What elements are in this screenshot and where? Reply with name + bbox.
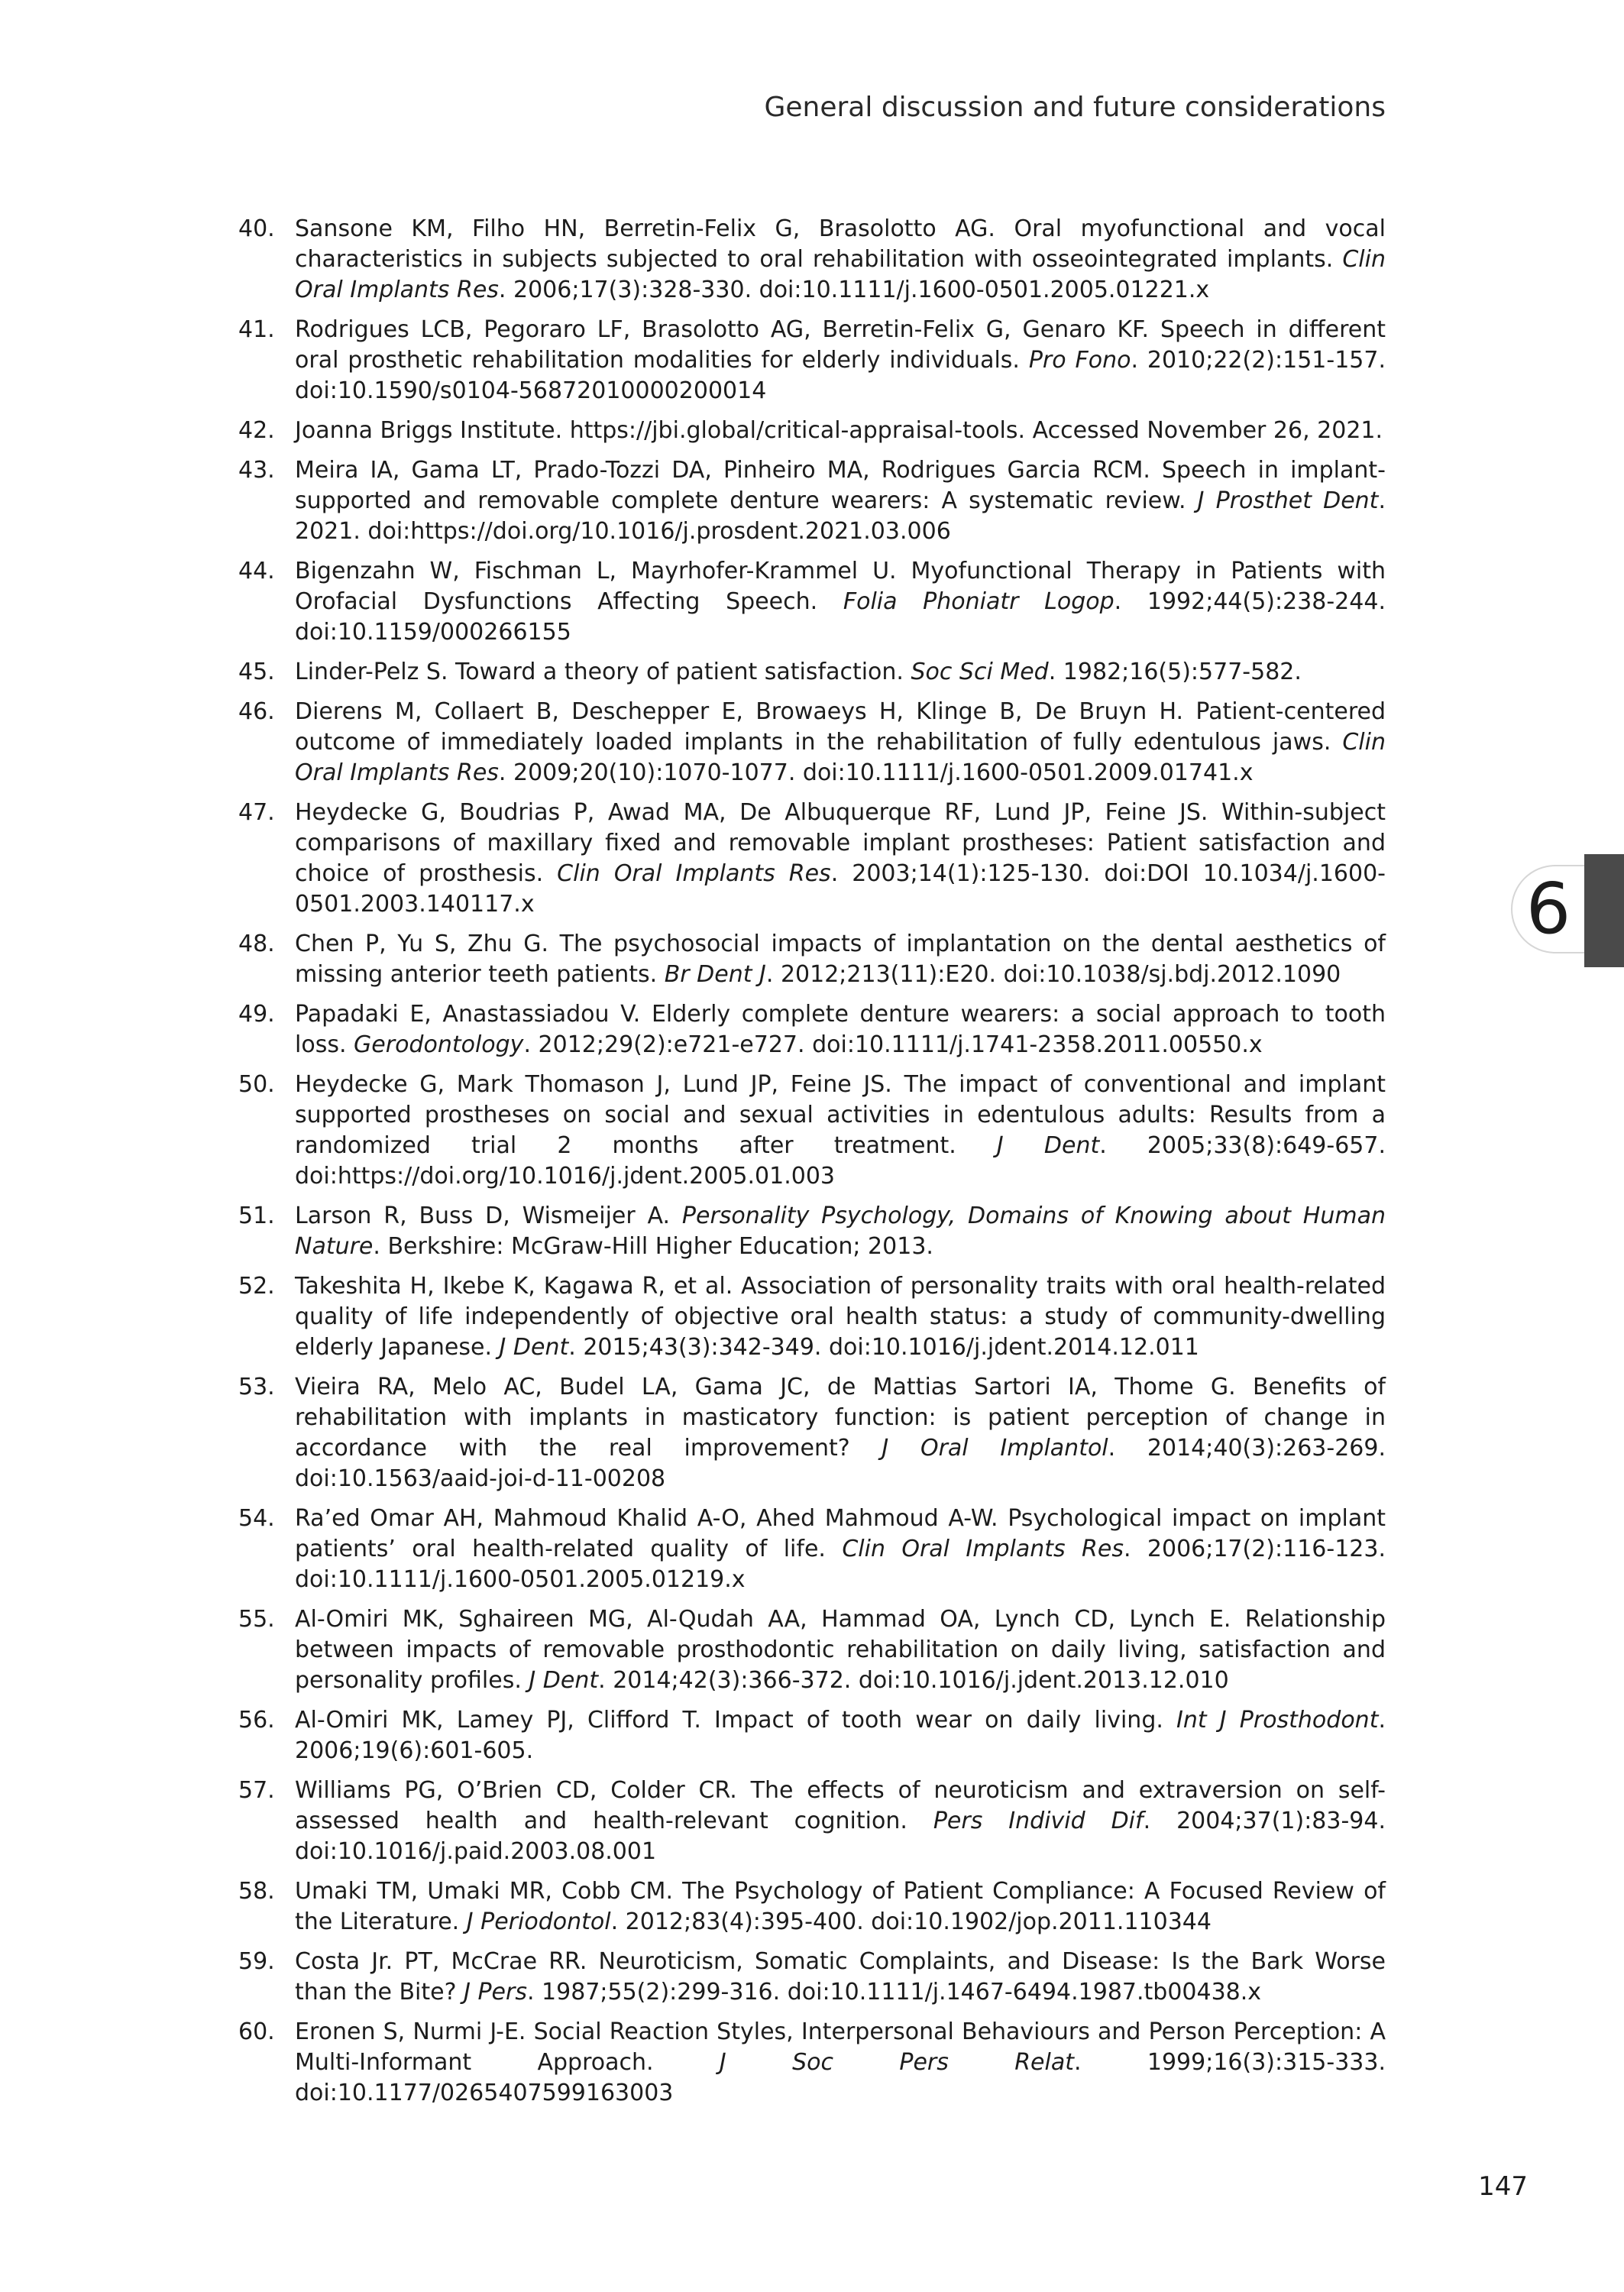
reference-number: 60. [238, 2018, 275, 2045]
reference-citation: Larson R, Buss D, Wismeijer A. [295, 1203, 682, 1229]
reference-item [238, 455, 1386, 547]
reference-citation: Umaki TM, Umaki MR, Cobb CM. The Psychology of Patient Compliance: A Focused Review of the Literature. [295, 1878, 1386, 1935]
reference-item [238, 1271, 1386, 1363]
reference-text [295, 2018, 1386, 2106]
reference-item [238, 1876, 1386, 1938]
reference-number: 53. [238, 1374, 275, 1400]
reference-journal: Clin Oral Implants Res [842, 1536, 1124, 1562]
reference-details: . 1982;16(5):577-582. [1048, 659, 1302, 685]
reference-journal: J Dent [996, 1132, 1100, 1159]
reference-text [295, 316, 1386, 404]
reference-number: 59. [238, 1948, 275, 1975]
reference-number: 50. [238, 1071, 275, 1098]
reference-details: . Berkshire: McGraw-Hill Higher Education; 2013. [373, 1233, 933, 1260]
reference-journal: J Prosthet Dent [1197, 487, 1379, 514]
reference-text [295, 1071, 1386, 1190]
reference-text [295, 457, 1386, 545]
reference-citation: Papadaki E, Anastassiadou V. Elderly complete denture wearers: a social approach to tooth loss. [295, 1001, 1386, 1058]
reference-item [238, 798, 1386, 920]
reference-text [295, 1606, 1386, 1694]
reference-citation: Bigenzahn W, Fischman L, Mayrhofer-Krammel U. Myofunctional Therapy in Patients with Orofacial Dysfunctions Affecting Speech. [295, 558, 1386, 615]
reference-journal: J Soc Pers Relat [719, 2049, 1074, 2076]
reference-journal: J Periodontol [466, 1908, 611, 1935]
reference-text [295, 799, 1386, 918]
reference-journal: Gerodontology [354, 1031, 524, 1058]
reference-item [238, 416, 1386, 446]
reference-text [295, 1777, 1386, 1865]
page-number: 147 [1478, 2171, 1528, 2202]
reference-item [238, 1705, 1386, 1766]
chapter-tab [1584, 854, 1624, 967]
reference-details: . 2004;37(1):83-94. doi:10.1016/j.paid.2003.08.001 [295, 1808, 1386, 1865]
reference-details: . 2014;42(3):366-372. doi:10.1016/j.jdent.2013.12.010 [598, 1667, 1229, 1694]
running-header: General discussion and future considerations [764, 92, 1386, 123]
reference-citation: Chen P, Yu S, Zhu G. The psychosocial impacts of implantation on the dental aesthetics of missing anterior teeth patients. [295, 931, 1386, 988]
reference-item [238, 214, 1386, 306]
reference-text [295, 1203, 1386, 1260]
reference-item [238, 929, 1386, 990]
reference-number: 44. [238, 558, 275, 584]
reference-citation: Dierens M, Collaert B, Deschepper E, Browaeys H, Klinge B, De Bruyn H. Patient-centered outcome of immediately loaded implants in the rehabilitation of fully edentulous jaws. [295, 698, 1386, 756]
reference-details: . 2012;83(4):395-400. doi:10.1902/jop.2011.110344 [610, 1908, 1212, 1935]
reference-text [295, 659, 1302, 685]
reference-details: . 2006;17(3):328-330. doi:10.1111/j.1600-0501.2005.01221.x [498, 277, 1210, 303]
chapter-number: 6 [1525, 868, 1571, 950]
reference-text [295, 417, 1383, 444]
reference-journal: Clin Oral Implants Res [295, 729, 1386, 786]
reference-number: 57. [238, 1777, 275, 1804]
reference-item [238, 315, 1386, 406]
reference-citation: Ra’ed Omar AH, Mahmoud Khalid A-O, Ahed Mahmoud A-W. Psychological impact on implant patients’ oral health-related quality of life. [295, 1505, 1386, 1562]
reference-details: . 2010;22(2):151-157. doi:10.1590/s0104-56872010000200014 [295, 347, 1386, 404]
reference-citation: Linder-Pelz S. Toward a theory of patient satisfaction. [295, 659, 911, 685]
reference-number: 42. [238, 417, 275, 444]
reference-number: 40. [238, 215, 275, 242]
reference-journal: Pers Individ Dif [933, 1808, 1144, 1834]
reference-item [238, 1776, 1386, 1867]
reference-journal: J Dent [529, 1667, 599, 1694]
reference-journal: Personality Psychology, Domains of Knowing about Human Nature [295, 1203, 1386, 1260]
reference-citation: Williams PG, O’Brien CD, Colder CR. The effects of neuroticism and extraversion on self-assessed health and health-relevant cognition. [295, 1777, 1386, 1834]
reference-item [238, 1372, 1386, 1494]
reference-details: . 2006;17(2):116-123. doi:10.1111/j.1600-0501.2005.01219.x [295, 1536, 1386, 1593]
reference-item [238, 697, 1386, 788]
reference-citation: Vieira RA, Melo AC, Budel LA, Gama JC, de Mattias Sartori IA, Thome G. Benefits of rehabilitation with implants in masticatory function: is patient perception of change in accordance with the real improvement? [295, 1374, 1386, 1462]
reference-number: 49. [238, 1001, 275, 1028]
reference-details: . 2021. doi:https://doi.org/10.1016/j.prosdent.2021.03.006 [295, 487, 1386, 545]
reference-details: . 1999;16(3):315-333. doi:10.1177/0265407599163003 [295, 2049, 1386, 2106]
reference-citation: Takeshita H, Ikebe K, Kagawa R, et al. Association of personality traits with oral health-related quality of life independently of objective oral health status: a study of community-dwelling elderly Japanese. [295, 1273, 1386, 1361]
reference-text [295, 1273, 1386, 1361]
reference-details: . 2005;33(8):649-657. doi:https://doi.org/10.1016/j.jdent.2005.01.003 [295, 1132, 1386, 1190]
reference-citation: Joanna Briggs Institute. https://jbi.global/critical-appraisal-tools. Accessed November 26, 2021. [295, 417, 1383, 444]
reference-text [295, 558, 1386, 646]
reference-details: . 2003;14(1):125-130. doi:DOI 10.1034/j.1600-0501.2003.140117.x [295, 860, 1386, 918]
reference-details: . 2014;40(3):263-269. doi:10.1563/aaid-joi-d-11-00208 [295, 1435, 1386, 1492]
reference-details: . 2009;20(10):1070-1077. doi:10.1111/j.1600-0501.2009.01741.x [498, 759, 1254, 786]
reference-details: . 2015;43(3):342-349. doi:10.1016/j.jdent.2014.12.011 [568, 1334, 1199, 1361]
reference-journal: J Oral Implantol [882, 1435, 1108, 1462]
reference-item [238, 1947, 1386, 2008]
reference-journal: Int J Prosthodont [1176, 1707, 1379, 1734]
reference-citation: Eronen S, Nurmi J-E. Social Reaction Styles, Interpersonal Behaviours and Person Perception: A Multi-Informant Approach. [295, 2018, 1386, 2076]
reference-text [295, 1948, 1386, 2006]
reference-journal: Soc Sci Med [911, 659, 1049, 685]
reference-citation: Al-Omiri MK, Sghaireen MG, Al-Qudah AA, Hammad OA, Lynch CD, Lynch E. Relationship between impacts of removable prosthodontic rehabilitation on daily living, satisfaction and personality profiles. [295, 1606, 1386, 1694]
reference-text [295, 1878, 1386, 1935]
reference-details: . 1992;44(5):238-244. doi:10.1159/000266155 [295, 588, 1386, 646]
reference-journal: Clin Oral Implants Res [295, 246, 1386, 303]
reference-item [238, 556, 1386, 648]
reference-number: 55. [238, 1606, 275, 1633]
reference-item [238, 657, 1386, 688]
reference-journal: Clin Oral Implants Res [557, 860, 831, 887]
reference-citation: Meira IA, Gama LT, Prado-Tozzi DA, Pinheiro MA, Rodrigues Garcia RCM. Speech in implant-supported and removable complete denture wearers: A systematic review. [295, 457, 1386, 514]
reference-item [238, 1604, 1386, 1696]
reference-citation: Heydecke G, Mark Thomason J, Lund JP, Feine JS. The impact of conventional and implant supported prostheses on social and sexual activities in edentulous adults: Results from a randomized trial 2 months after treatment. [295, 1071, 1386, 1159]
reference-citation: Sansone KM, Filho HN, Berretin-Felix G, Brasolotto AG. Oral myofunctional and vocal characteristics in subjects subjected to oral rehabilitation with osseointegrated implants. [295, 215, 1386, 273]
reference-journal: J Dent [499, 1334, 569, 1361]
reference-citation: Heydecke G, Boudrias P, Awad MA, De Albuquerque RF, Lund JP, Feine JS. Within-subject comparisons of maxillary fixed and removable implant prostheses: Patient satisfaction and choice of prosthesis. [295, 799, 1386, 887]
reference-item [238, 1070, 1386, 1192]
reference-item [238, 999, 1386, 1060]
reference-details: . 2006;19(6):601-605. [295, 1707, 1386, 1764]
reference-details: . 2012;213(11):E20. doi:10.1038/sj.bdj.2012.1090 [765, 961, 1341, 988]
reference-list [238, 214, 1386, 2118]
reference-number: 43. [238, 457, 275, 484]
reference-number: 41. [238, 316, 275, 343]
reference-text [295, 931, 1386, 988]
reference-text [295, 1707, 1386, 1764]
reference-item [238, 2017, 1386, 2109]
reference-text [295, 1505, 1386, 1593]
reference-citation: Costa Jr. PT, McCrae RR. Neuroticism, Somatic Complaints, and Disease: Is the Bark Worse than the Bite? [295, 1948, 1386, 2006]
reference-citation: Rodrigues LCB, Pegoraro LF, Brasolotto AG, Berretin-Felix G, Genaro KF. Speech in different oral prosthetic rehabilitation modalities for elderly individuals. [295, 316, 1386, 374]
reference-details: . 2012;29(2):e721-e727. doi:10.1111/j.1741-2358.2011.00550.x [523, 1031, 1263, 1058]
reference-journal: J Pers [464, 1979, 527, 2006]
reference-text [295, 1001, 1386, 1058]
reference-number: 56. [238, 1707, 275, 1734]
reference-details: . 1987;55(2):299-316. doi:10.1111/j.1467-6494.1987.tb00438.x [526, 1979, 1262, 2006]
reference-number: 51. [238, 1203, 275, 1229]
reference-text [295, 1374, 1386, 1492]
reference-number: 48. [238, 931, 275, 957]
reference-journal: Folia Phoniatr Logop [843, 588, 1114, 615]
reference-number: 58. [238, 1878, 275, 1905]
reference-number: 54. [238, 1505, 275, 1532]
reference-journal: Pro Fono [1028, 347, 1131, 374]
reference-number: 46. [238, 698, 275, 725]
reference-text [295, 698, 1386, 786]
reference-number: 47. [238, 799, 275, 826]
reference-item [238, 1201, 1386, 1262]
reference-journal: Br Dent J [664, 961, 766, 988]
reference-citation: Al-Omiri MK, Lamey PJ, Clifford T. Impact of tooth wear on daily living. [295, 1707, 1177, 1734]
reference-item [238, 1504, 1386, 1595]
reference-number: 45. [238, 659, 275, 685]
reference-text [295, 215, 1386, 303]
reference-number: 52. [238, 1273, 275, 1300]
